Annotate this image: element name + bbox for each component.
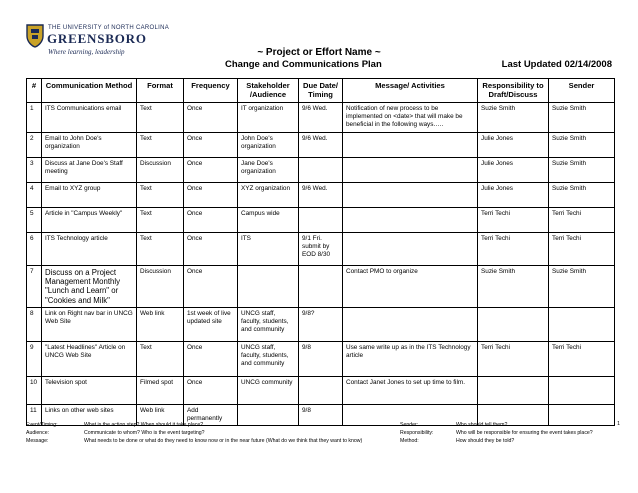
legend-term: Event/Timing: xyxy=(26,422,58,428)
table-row xyxy=(27,307,615,341)
col-frequency-cell: Once xyxy=(184,182,238,207)
col-format-cell: Text xyxy=(137,182,184,207)
col-format-cell: Text xyxy=(137,341,184,376)
col-frequency-cell: 1st week of live updated site xyxy=(184,307,238,341)
col-sender-cell xyxy=(549,376,615,404)
logo-greensboro: GREENSBORO xyxy=(47,31,147,46)
legend-entry xyxy=(26,429,362,437)
col-frequency-cell: Add permanently xyxy=(184,404,238,425)
col-number-cell: 11 xyxy=(27,404,42,425)
col-stakeholder-audience-header: Stakeholder /Audience xyxy=(238,79,299,103)
col-responsibility-cell: Julie Jones xyxy=(478,182,549,207)
table-row xyxy=(27,341,615,376)
table-row xyxy=(27,182,615,207)
col-responsibility-cell: Terri Techi xyxy=(478,207,549,232)
col-communication-method-header: Communication Method xyxy=(42,79,137,103)
table-body xyxy=(27,102,615,426)
col-format-cell: Discussion xyxy=(137,157,184,182)
col-format-cell: Web link xyxy=(137,404,184,425)
col-communication-method-cell: Article in "Campus Weekly" xyxy=(42,207,137,232)
col-frequency-cell: Once xyxy=(184,376,238,404)
col-number-cell: 7 xyxy=(27,265,42,307)
table-row xyxy=(27,376,615,404)
col-due-date-cell: 9/8? xyxy=(299,307,343,341)
col-sender-cell: Suzie Smith xyxy=(549,182,615,207)
col-responsibility-cell xyxy=(478,376,549,404)
col-stakeholder-audience-cell: Jane Doe's organization xyxy=(238,157,299,182)
col-format-cell: Web link xyxy=(137,307,184,341)
legend-definition: What needs to be done or what do they need to know now or in the near future (What do we think that they want to know) xyxy=(84,438,363,445)
legend-entry xyxy=(400,437,593,445)
col-frequency-cell: Once xyxy=(184,232,238,265)
col-message-activities-cell: Contact Janet Jones to set up time to film. xyxy=(343,376,478,404)
legend-term: Message: xyxy=(26,438,49,445)
logo-university-line: THE UNIVERSITY of NORTH CAROLINA xyxy=(48,25,170,31)
col-stakeholder-audience-cell: UNCG community xyxy=(238,376,299,404)
col-number-cell: 3 xyxy=(27,157,42,182)
col-message-activities-cell xyxy=(343,182,478,207)
legend-entry xyxy=(26,437,362,445)
footer-legend-left xyxy=(26,421,362,445)
col-responsibility-header: Responsibility to Draft/Discuss xyxy=(478,79,549,103)
col-communication-method-cell: Email to XYZ group xyxy=(42,182,137,207)
col-message-activities-cell: Use same write up as in the ITS Technology article xyxy=(343,341,478,376)
col-format-header: Format xyxy=(137,79,184,103)
col-format-cell: Text xyxy=(137,207,184,232)
col-responsibility-cell: Julie Jones xyxy=(478,132,549,157)
col-message-activities-cell: Contact PMO to organize xyxy=(343,265,478,307)
col-due-date-header: Due Date/ Timing xyxy=(299,79,343,103)
col-stakeholder-audience-cell: UNCG staff, faculty, students, and community xyxy=(238,341,299,376)
col-stakeholder-audience-cell: John Doe's organization xyxy=(238,132,299,157)
col-communication-method-cell: ITS Communications email xyxy=(42,102,137,132)
col-number-cell: 6 xyxy=(27,232,42,265)
col-number-cell: 8 xyxy=(27,307,42,341)
col-communication-method-cell: Television spot xyxy=(42,376,137,404)
table-row xyxy=(27,207,615,232)
col-communication-method-cell: Discuss at Jane Doe's Staff meeting xyxy=(42,157,137,182)
logo-tagline: Where learning, leadership xyxy=(48,48,125,56)
legend-term: Sender: xyxy=(400,422,419,428)
col-sender-cell: Terri Techi xyxy=(549,341,615,376)
col-communication-method-cell: Discuss on a Project Management Monthly "Lunch and Learn" or "Cookies and Milk" xyxy=(42,265,137,307)
col-frequency-cell: Once xyxy=(184,341,238,376)
col-number-header: # xyxy=(27,79,42,103)
col-stakeholder-audience-cell: IT organization xyxy=(238,102,299,132)
col-sender-header: Sender xyxy=(549,79,615,103)
col-sender-cell: Suzie Smith xyxy=(549,102,615,132)
col-frequency-cell: Once xyxy=(184,102,238,132)
col-message-activities-header: Message/ Activities xyxy=(343,79,478,103)
col-format-cell: Filmed spot xyxy=(137,376,184,404)
col-message-activities-cell xyxy=(343,132,478,157)
col-format-cell: Text xyxy=(137,232,184,265)
col-sender-cell: Terri Techi xyxy=(549,232,615,265)
col-due-date-cell xyxy=(299,207,343,232)
col-number-cell: 9 xyxy=(27,341,42,376)
col-frequency-cell: Once xyxy=(184,265,238,307)
col-sender-cell: Suzie Smith xyxy=(549,157,615,182)
legend-definition: How should they be told? xyxy=(456,438,515,445)
col-number-cell: 4 xyxy=(27,182,42,207)
legend-term: Method: xyxy=(400,438,419,445)
table-row xyxy=(27,157,615,182)
legend-definition: What is the action step? When should it take place? xyxy=(84,422,204,428)
col-message-activities-cell xyxy=(343,157,478,182)
col-sender-cell: Suzie Smith xyxy=(549,132,615,157)
legend-definition: Communicate to whom? Who is the event targeting? xyxy=(84,430,205,437)
col-message-activities-cell xyxy=(343,232,478,265)
col-frequency-header: Frequency xyxy=(184,79,238,103)
col-stakeholder-audience-cell: XYZ organization xyxy=(238,182,299,207)
col-format-cell: Text xyxy=(137,102,184,132)
legend-term: Audience: xyxy=(26,430,50,437)
document-subtitle: Change and Communications Plan xyxy=(225,59,382,70)
col-sender-cell: Suzie Smith xyxy=(549,265,615,307)
last-updated-date: Last Updated 02/14/2008 xyxy=(501,59,612,70)
col-responsibility-cell: Terri Techi xyxy=(478,341,549,376)
col-stakeholder-audience-cell: UNCG staff, faculty, students, and community xyxy=(238,307,299,341)
table-row xyxy=(27,265,615,307)
legend-entry xyxy=(26,421,362,429)
table-row xyxy=(27,132,615,157)
col-due-date-cell: 9/6 Wed. xyxy=(299,102,343,132)
legend-definition: Who will be responsible for ensuring the event takes place? xyxy=(456,430,593,437)
col-frequency-cell: Once xyxy=(184,132,238,157)
col-communication-method-cell: Link on Right nav bar in UNCG Web Site xyxy=(42,307,137,341)
col-frequency-cell: Once xyxy=(184,207,238,232)
communications-plan-table xyxy=(26,78,615,426)
document-title: ~ Project or Effort Name ~ xyxy=(257,47,381,58)
col-due-date-cell: 9/6 Wed. xyxy=(299,132,343,157)
legend-definition: Who should tell them? xyxy=(456,422,508,428)
col-responsibility-cell: Terri Techi xyxy=(478,232,549,265)
col-communication-method-cell: Links on other web sites xyxy=(42,404,137,425)
footer-legend-right xyxy=(400,421,593,445)
col-message-activities-cell xyxy=(343,307,478,341)
shield-icon xyxy=(26,24,44,48)
col-number-cell: 2 xyxy=(27,132,42,157)
table-row xyxy=(27,232,615,265)
col-communication-method-cell: Email to John Doe's organization xyxy=(42,132,137,157)
col-stakeholder-audience-cell: Campus wide xyxy=(238,207,299,232)
legend-term: Responsibility: xyxy=(400,430,434,437)
col-responsibility-cell: Suzie Smith xyxy=(478,102,549,132)
legend-entry xyxy=(400,421,593,429)
col-due-date-cell xyxy=(299,265,343,307)
col-message-activities-cell: Notification of new process to be implemented on <date> that will make be beneficial in the following ways….. xyxy=(343,102,478,132)
col-communication-method-cell: ITS Technology article xyxy=(42,232,137,265)
table-header-row xyxy=(27,79,615,103)
col-format-cell: Discussion xyxy=(137,265,184,307)
col-due-date-cell xyxy=(299,157,343,182)
col-responsibility-cell: Suzie Smith xyxy=(478,265,549,307)
col-format-cell: Text xyxy=(137,132,184,157)
legend-entry xyxy=(400,429,593,437)
col-due-date-cell xyxy=(299,376,343,404)
col-sender-cell: Terri Techi xyxy=(549,207,615,232)
col-sender-cell xyxy=(549,307,615,341)
col-number-cell: 5 xyxy=(27,207,42,232)
table-row xyxy=(27,102,615,132)
col-frequency-cell: Once xyxy=(184,157,238,182)
page-number: 1 xyxy=(617,421,620,427)
col-due-date-cell: 9/6 Wed. xyxy=(299,182,343,207)
col-responsibility-cell xyxy=(478,307,549,341)
col-number-cell: 1 xyxy=(27,102,42,132)
col-due-date-cell: 9/8 xyxy=(299,341,343,376)
col-due-date-cell: 9/1 Fri. submit by EOD 8/30 xyxy=(299,232,343,265)
col-communication-method-cell: "Latest Headlines" Article on UNCG Web Site xyxy=(42,341,137,376)
col-stakeholder-audience-cell: ITS xyxy=(238,232,299,265)
col-number-cell: 10 xyxy=(27,376,42,404)
col-due-date-cell: 9/8 xyxy=(299,404,343,425)
col-message-activities-cell xyxy=(343,207,478,232)
col-stakeholder-audience-cell xyxy=(238,265,299,307)
col-responsibility-cell: Julie Jones xyxy=(478,157,549,182)
